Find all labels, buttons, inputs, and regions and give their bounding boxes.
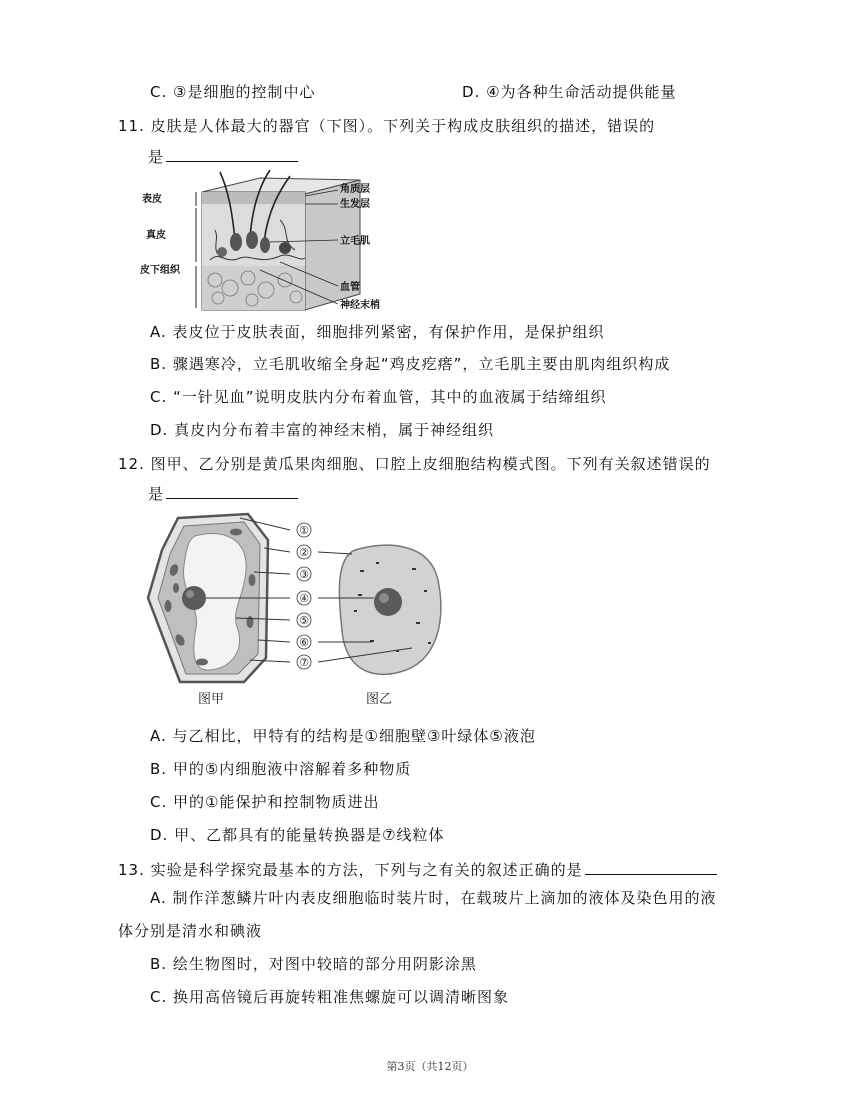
q11-stem: 11. 皮肤是人体最大的器官（下图）。下列关于构成皮肤组织的描述，错误的 <box>118 117 656 135</box>
skin-diagram <box>140 170 400 315</box>
label-epidermis: 表皮 <box>142 194 162 205</box>
q13-stem: 13. 实验是科学探究最基本的方法，下列与之有关的叙述正确的是 <box>118 858 717 880</box>
q12-stem-tail: 是 <box>148 482 298 504</box>
q11-stem-tail: 是 <box>148 145 298 167</box>
q11-option-a: A. 表皮位于皮肤表面，细胞排列紧密，有保护作用，是保护组织 <box>150 323 605 341</box>
q12-option-c: C. 甲的①能保护和控制物质进出 <box>150 793 380 811</box>
label-num-5: ⑤ <box>299 614 309 627</box>
label-subcutaneous: 皮下组织 <box>140 265 180 276</box>
answer-blank <box>166 145 298 162</box>
label-blood-vessel: 血管 <box>340 282 360 293</box>
label-num-7: ⑦ <box>299 656 309 669</box>
page-footer: 第3页（共12页） <box>386 1060 474 1073</box>
cell-diagram <box>140 510 450 710</box>
label-germinal-layer: 生发层 <box>340 199 370 210</box>
q11-option-b: B. 骤遇寒冷，立毛肌收缩全身起“鸡皮疙瘩”，立毛肌主要由肌肉组织构成 <box>150 355 671 373</box>
q13-option-a-cont: 体分别是清水和碘液 <box>118 922 263 940</box>
q10-option-c: C. ③是细胞的控制中心 <box>150 83 316 101</box>
q13-option-b: B. 绘生物图时，对图中较暗的部分用阴影涂黑 <box>150 955 477 973</box>
label-num-6: ⑥ <box>299 636 309 649</box>
caption-figure-a: 图甲 <box>198 692 225 707</box>
answer-blank <box>585 858 717 875</box>
q12-stem: 12. 图甲、乙分别是黄瓜果肉细胞、口腔上皮细胞结构模式图。下列有关叙述错误的 <box>118 455 711 473</box>
q11-option-d: D. 真皮内分布着丰富的神经末梢，属于神经组织 <box>150 421 495 439</box>
label-stratum-corneum: 角质层 <box>340 184 370 195</box>
caption-figure-b: 图乙 <box>366 692 393 707</box>
q13-option-c: C. 换用高倍镜后再旋转粗准焦螺旋可以调清晰图象 <box>150 988 510 1006</box>
q12-option-a: A. 与乙相比，甲特有的结构是①细胞壁③叶绿体⑤液泡 <box>150 727 536 745</box>
label-num-3: ③ <box>299 568 309 581</box>
label-arrector-pili: 立毛肌 <box>340 236 370 247</box>
q12-option-b: B. 甲的⑤内细胞液中溶解着多种物质 <box>150 760 412 778</box>
q12-option-d: D. 甲、乙都具有的能量转换器是⑦线粒体 <box>150 826 445 844</box>
q11-option-c: C. “一针见血”说明皮肤内分布着血管，其中的血液属于结缔组织 <box>150 388 607 406</box>
answer-blank <box>166 482 298 499</box>
label-num-4: ④ <box>299 592 309 605</box>
q13-option-a: A. 制作洋葱鳞片叶内表皮细胞临时装片时，在载玻片上滴加的液体及染色用的液 <box>150 889 717 907</box>
q10-option-d: D. ④为各种生命活动提供能量 <box>462 83 677 101</box>
label-dermis: 真皮 <box>146 230 166 241</box>
label-num-1: ① <box>299 524 309 537</box>
label-num-2: ② <box>299 546 309 559</box>
label-nerve-ending: 神经末梢 <box>340 300 380 311</box>
